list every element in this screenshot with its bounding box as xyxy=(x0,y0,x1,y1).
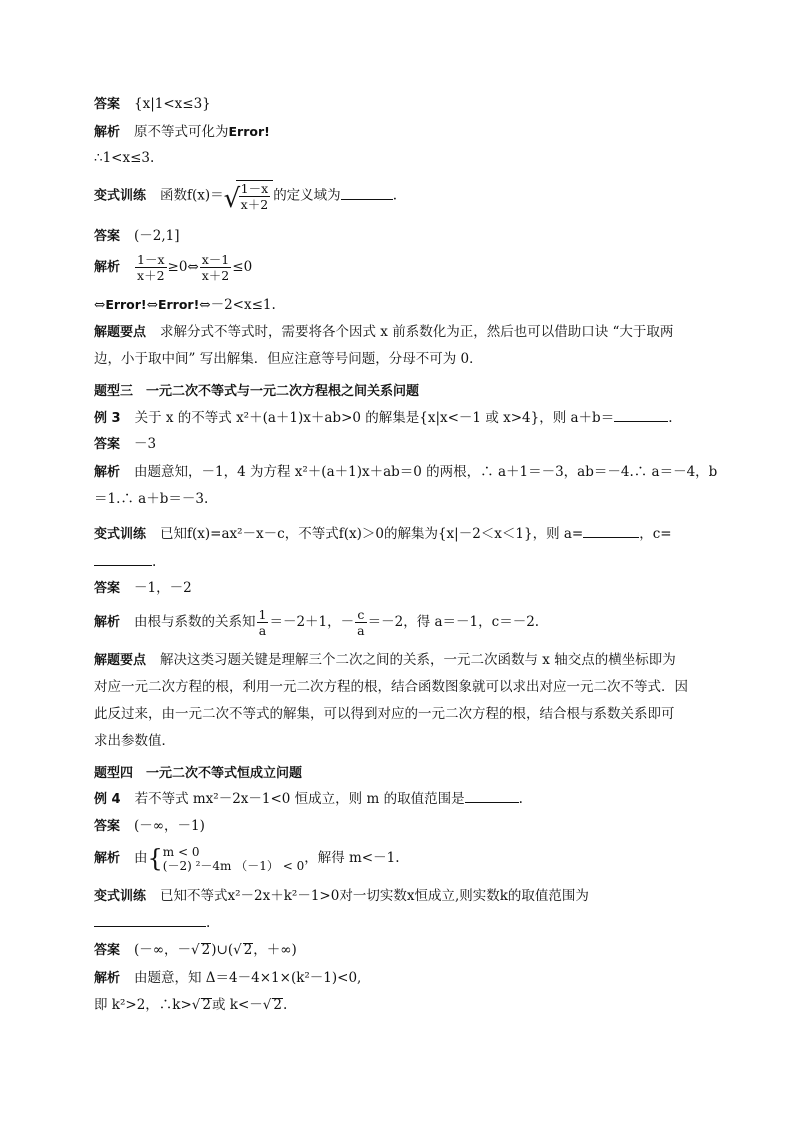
analysis-line: 解析 由题意，知 Δ＝4－4×1×(k²－1)<0, xyxy=(94,970,362,986)
conclusion-line: 即 k²>2，∴k>√ 2或 k<－√ 2. xyxy=(94,997,288,1013)
answer-blank xyxy=(583,525,639,538)
equivalence-line: ⇔Error!⇔Error!⇔－2<x≤1. xyxy=(94,297,276,313)
sqrt-icon: √ xyxy=(191,942,200,958)
answer-blank xyxy=(341,187,393,200)
key-points-line-cont: 对应一元二次方程的根，利用一元二次方程的根，结合函数图象就可以求出对应一元二次不等式．因 xyxy=(94,679,688,695)
answer-line: 答案 (－2,1] xyxy=(94,228,180,244)
fraction: $\frac{1}{a}$ xyxy=(258,607,267,638)
answer-line: 答案 －1，－2 xyxy=(94,580,192,596)
example-4: 例 4 若不等式 mx²－2x－1<0 恒成立，则 m 的取值范围是 . xyxy=(94,791,523,807)
key-points-line-cont: 求出参数值． xyxy=(94,733,175,749)
sqrt-icon: √ xyxy=(233,942,242,958)
answer-line: 答案 (－∞，－√ 2)∪(√ 2，＋∞) xyxy=(94,942,297,958)
section-heading-4: 题型四 一元二次不等式恒成立问题 xyxy=(94,766,303,781)
fraction: $\frac{c}{a}$ xyxy=(357,607,365,638)
fraction: $\frac{1-x}{x+2}$ xyxy=(137,252,165,283)
analysis-line: 解析 由{ m < 0 (－2) ²－4m （－1） < 0 ，解得 m<－1. xyxy=(94,844,400,873)
key-points-line: 解题要点 求解分式不等式时，需要将各个因式 x 前系数化为正，然后也可以借助口诀 “大于取两 xyxy=(94,324,674,340)
key-points-line-cont: 此反过来，由一元二次不等式的解集，可以得到对应的一元二次方程的根，结合根与系数关系即可 xyxy=(94,706,675,722)
example-3: 例 3 关于 x 的不等式 x²＋(a＋1)x＋ab>0 的解集是{x|x<－1 或 x>4}，则 a＋b＝ . xyxy=(94,410,673,426)
answer-blank xyxy=(465,790,519,803)
answer-blank xyxy=(94,914,206,927)
key-points-line-cont: 边，小于取中间” 写出解集．但应注意等号问题，分母不可为 0． xyxy=(94,351,483,367)
variant-exercise-2: 变式训练 已知f(x)=ax²－x－c，不等式f(x)＞0的解集为{x|－2＜x＜1}，则 a= ，c= xyxy=(94,526,672,542)
analysis-line: 解析 $\frac{1-x}{x+2}$ ≥0⇔ $\frac{x-1}{x+2}$ ≤0 xyxy=(94,252,253,283)
analysis-line: 解析 由题意知，－1，4 为方程 x²＋(a＋1)x＋ab＝0 的两根，∴ a＋1＝－3，ab＝－4.∴ a＝－4，b xyxy=(94,464,718,480)
analysis-line-cont: ＝1.∴ a＋b＝－3. xyxy=(94,491,209,507)
case-system: m < 0 (－2) ²－4m （－1） < 0 xyxy=(162,844,305,873)
answer-line: 答案 (－∞，－1) xyxy=(94,818,205,834)
brace-icon: { xyxy=(147,844,163,873)
answer-line: 答案 －3 xyxy=(94,436,157,452)
variant-exercise-1: 变式训练 函数f(x)＝ √ $\frac{1-x}{x+2}$ 的定义域为 . xyxy=(94,181,397,214)
answer-blank xyxy=(94,553,152,566)
sqrt-expression: √ $\frac{1-x}{x+2}$ xyxy=(224,180,274,212)
answer-blank xyxy=(614,409,668,422)
variant-exercise-2-cont: . xyxy=(94,553,156,571)
variant-exercise-3-cont: . xyxy=(94,914,210,932)
analysis-line: 解析 原不等式可化为Error! xyxy=(94,124,270,140)
answer-line: 答案 {x|1<x≤3} xyxy=(94,96,211,112)
conclusion-line: ∴1<x≤3. xyxy=(94,150,155,166)
section-heading-3: 题型三 一元二次不等式与一元二次方程根之间关系问题 xyxy=(94,384,420,399)
variant-exercise-3: 变式训练 已知不等式x²－2x＋k²－1>0对一切实数x恒成立,则实数k的取值范围为 xyxy=(94,888,589,904)
fraction: $\frac{x-1}{x+2}$ xyxy=(201,252,230,283)
key-points-line: 解题要点 解决这类习题关键是理解三个二次之间的关系，一元二次函数与 x 轴交点的横坐标即为 xyxy=(94,652,676,668)
analysis-line: 解析 由根与系数的关系知 $\frac{1}{a}$ ＝－2＋1，－ $\frac{c}{a}$ ＝－2，得 a＝－1，c＝－2. xyxy=(94,607,540,638)
sqrt-icon: √ xyxy=(262,997,272,1013)
sqrt-icon: √ xyxy=(191,997,201,1013)
